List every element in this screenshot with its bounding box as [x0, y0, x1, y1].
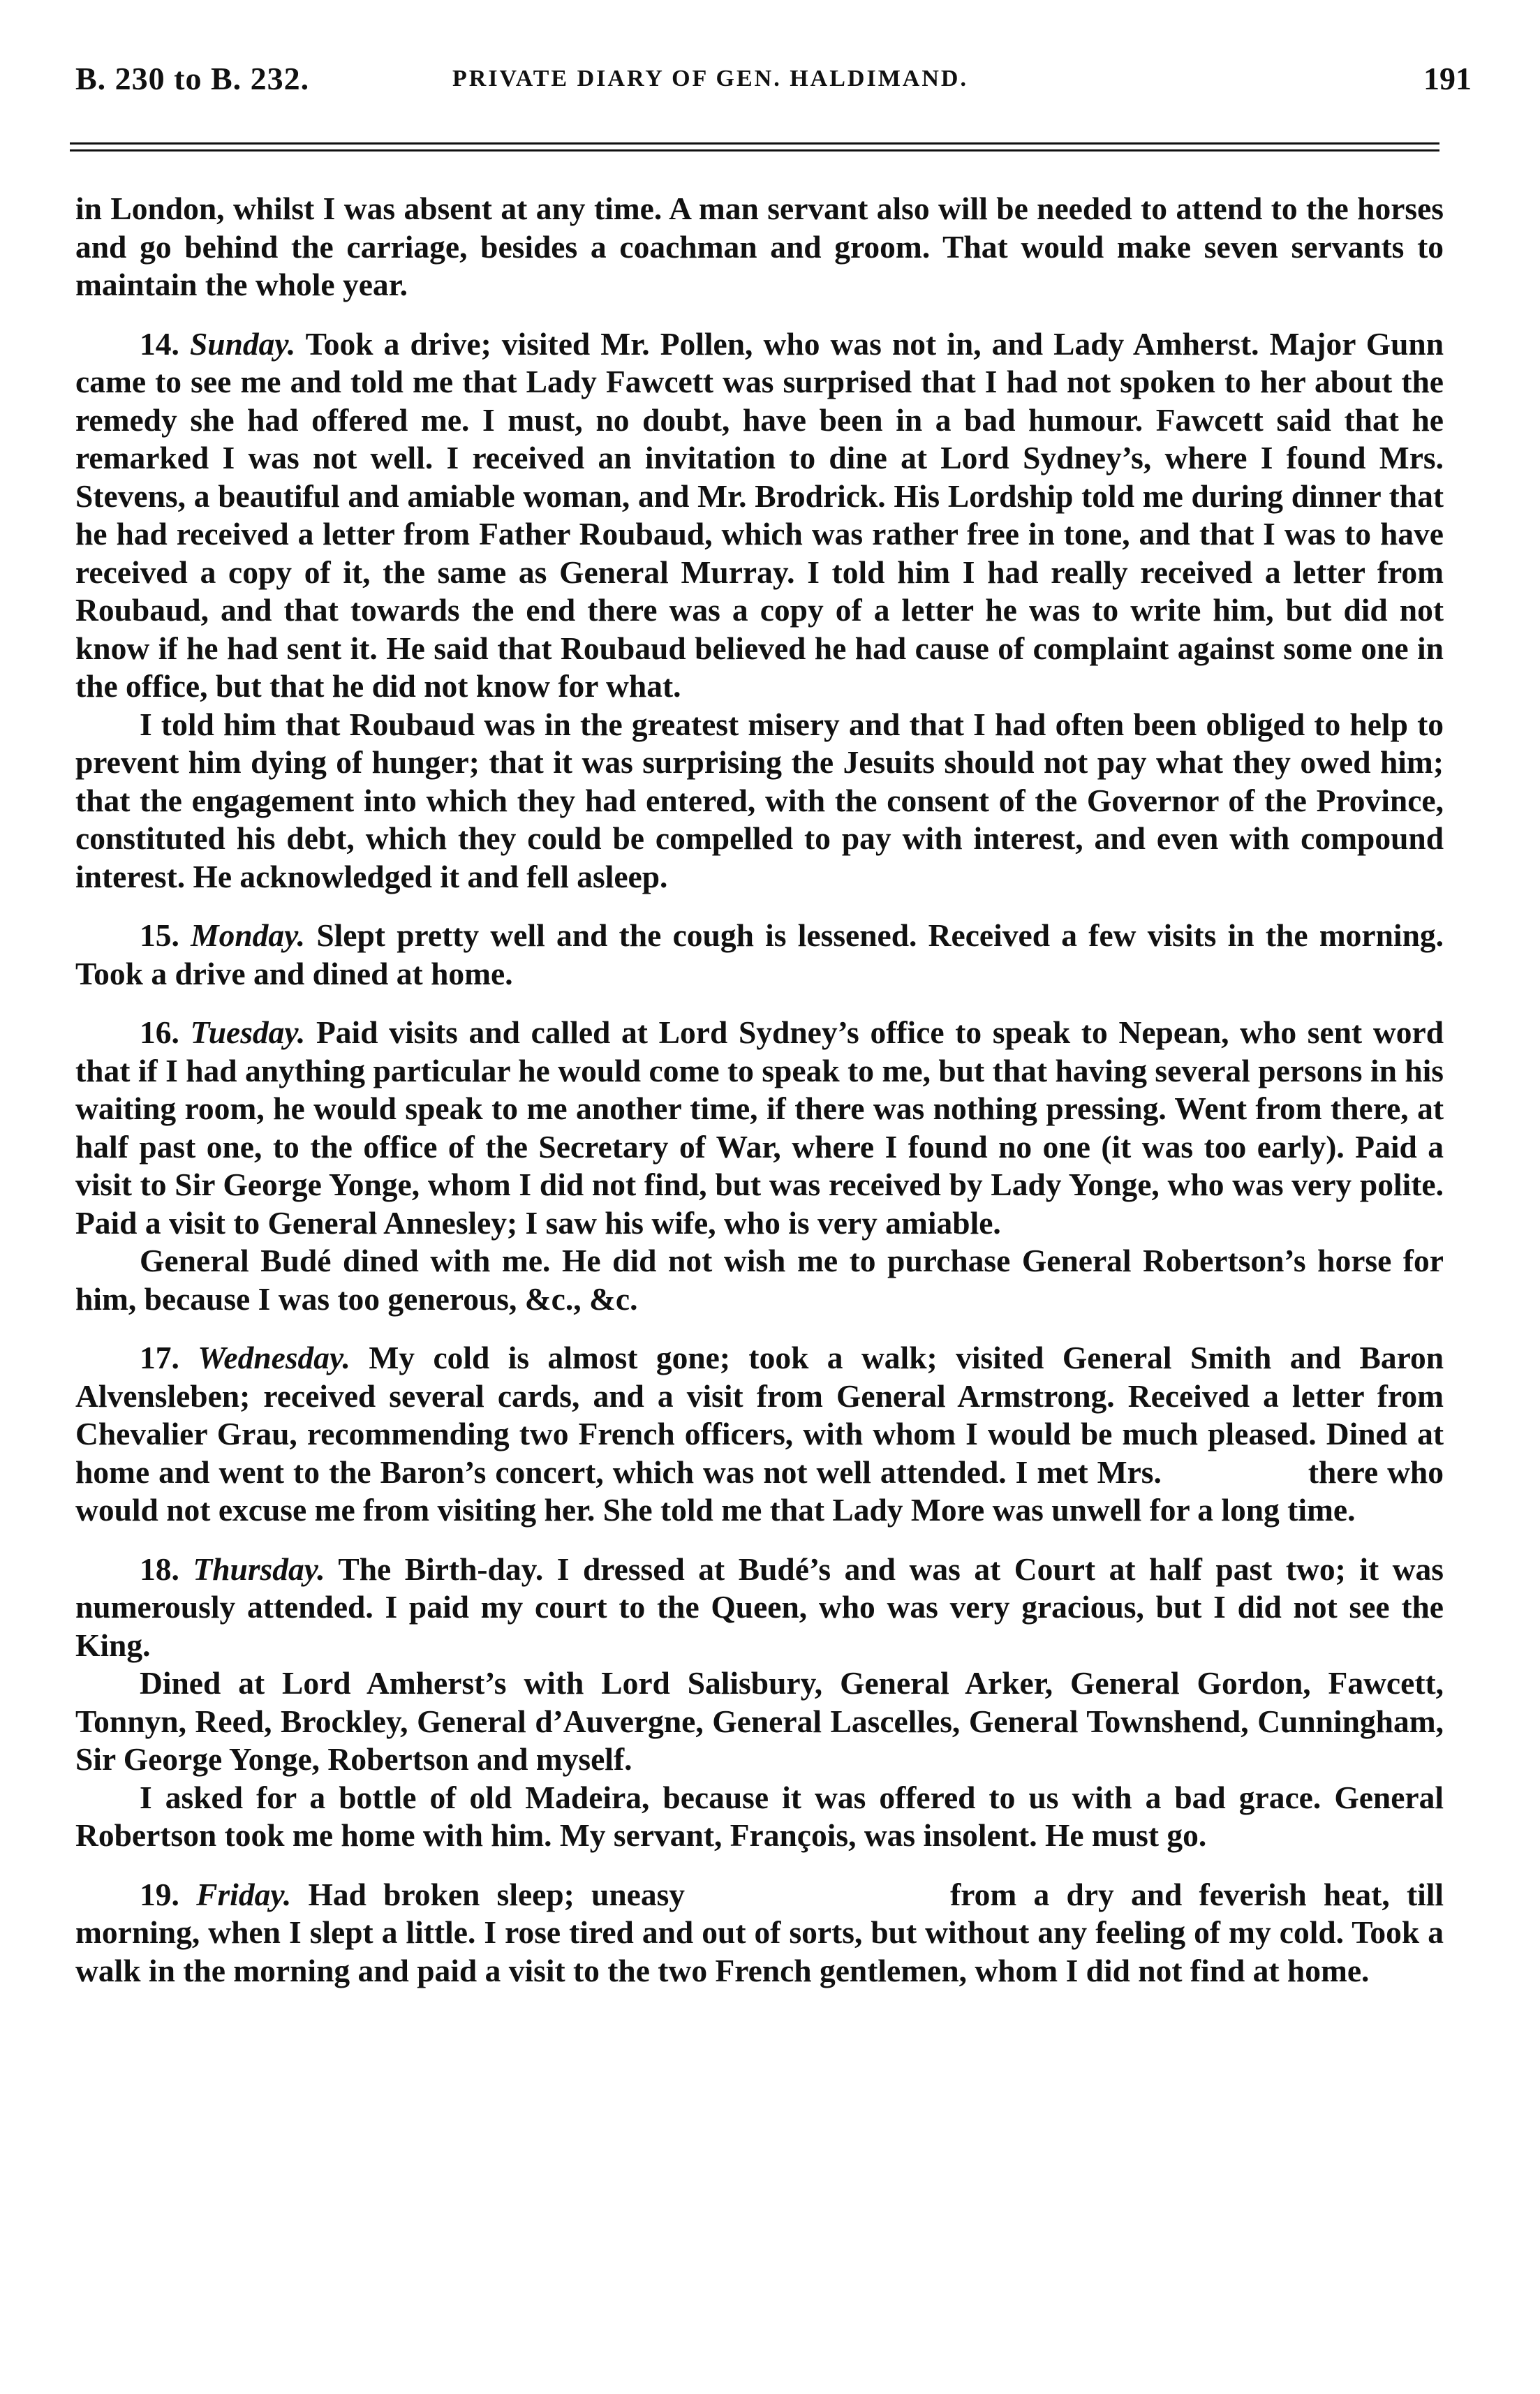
header-rule-bottom — [70, 149, 1439, 152]
entry-day: Friday. — [196, 1876, 292, 1912]
paragraph-text: Dined at Lord Amherst’s with Lord Salisbury, General Arker, General Gordon, Fawcett, Tonnyn, Reed, Brockley, General d’Auvergne, General Lascelles, General Townshend, Cunningham, Sir George Yonge, Robertson and myself. — [75, 1665, 1444, 1777]
page-number: 191 — [1423, 61, 1472, 96]
entry-day: Monday. — [191, 917, 306, 953]
entry-day: Sunday. — [189, 325, 296, 362]
paragraph-text: I told him that Roubaud was in the greatest misery and that I had often been obliged to help to prevent him dying of hunger; that it was surprising the Jesuits should not pay what they owed him; that the engagement into which they had entered, with the consent of the Governor of the Province, constituted his debt, which they could be compelled to pay with interest, and even with compound interest. He acknowledged it and fell asleep. — [75, 706, 1444, 894]
entry-17-wednesday — [75, 1339, 1444, 1530]
entry-16-tuesday — [75, 1014, 1444, 1242]
entry-14-sunday — [75, 325, 1444, 706]
entry-text-part-b: from a dry and feverish heat, till morning, when I slept a little. I rose tired and out of sorts, but without any feeling of my cold. Took a walk in the morning and paid a visit to the two French gentlemen, whom I did not find at home. — [75, 1876, 1444, 1988]
entry-day: Thursday. — [193, 1551, 325, 1587]
entry-day: Tuesday. — [190, 1014, 306, 1050]
entry-number: 19. — [140, 1876, 179, 1912]
entry-number: 15. — [140, 917, 179, 953]
entry-number: 18. — [140, 1551, 179, 1587]
running-header — [75, 60, 1472, 116]
entry-day: Wednesday. — [198, 1340, 350, 1375]
entry-text: Slept pretty well and the cough is lessened. Received a few visits in the morning. Took a drive and dined at home. — [75, 917, 1444, 991]
entry-text: Paid visits and called at Lord Sydney’s office to speak to Nepean, who sent word that if I had anything particular he would come to speak to me, but that having several persons in his waiting room, he would speak to me another time, if there was nothing pressing. Went from there, at half past one, to the office of the Secretary of War, where I found no one (it was too early). Paid a visit to Sir George Yonge, whom I did not find, but was received by Lady Yonge, who was very polite. Paid a visit to General Annesley; I saw his wife, who is very amiable. — [75, 1014, 1444, 1241]
entry-text-part-a: Had broken sleep; uneasy — [308, 1876, 686, 1912]
paragraph-dinner-guests — [75, 1664, 1444, 1779]
entry-text-part-b: there who would not excuse me from visiting her. She told me that Lady More was unwell for a long time. — [75, 1454, 1444, 1528]
paragraph-text: General Budé dined with me. He did not wish me to purchase General Robertson’s horse for him, because I was too generous, &c., &c. — [75, 1243, 1444, 1317]
entry-19-friday — [75, 1876, 1444, 1990]
running-title: PRIVATE DIARY OF GEN. HALDIMAND. — [452, 66, 968, 91]
header-rule-top — [70, 142, 1439, 145]
entry-18-thursday — [75, 1551, 1444, 1665]
entry-15-monday — [75, 917, 1444, 993]
paragraph-roubaud — [75, 706, 1444, 896]
paragraph-madeira — [75, 1779, 1444, 1855]
page-range: B. 230 to B. 232. — [75, 61, 310, 96]
entry-number: 14. — [140, 325, 179, 362]
entry-text-part-a: My cold is almost gone; took a walk; visited General Smith and Baron Alvensleben; received several cards, and a visit from General Armstrong. Received a letter from Chevalier Grau, recommending two French officers, with whom I would be much pleased. Dined at home and went to the Baron’s concert, which was not well attended. I met Mrs. — [75, 1340, 1444, 1490]
diary-body — [75, 190, 1444, 1990]
entry-text: Took a drive; visited Mr. Pollen, who was not in, and Lady Amherst. Major Gunn came to see me and told me that Lady Fawcett was surprised that I had not spoken to her about the remedy she had offered me. I must, no doubt, have been in a bad humour. Fawcett said that he remarked I was not well. I received an invitation to dine at Lord Sydney’s, where I found Mrs. Stevens, a beautiful and amiable woman, and Mr. Brodrick. His Lordship told me during dinner that he had received a letter from Father Roubaud, which was rather free in tone, and that I was to have received a copy of it, the same as General Murray. I told him I had really received a letter from Roubaud, and that towards the end there was a copy of a letter he was to write him, but did not know if he had sent it. He said that Roubaud believed he had cause of complaint against some one in the office, but that he did not know for what. — [75, 325, 1444, 704]
paragraph-continuation — [75, 190, 1444, 304]
paragraph-text: I asked for a bottle of old Madeira, because it was offered to us with a bad grace. General Robertson took me home with him. My servant, François, was insolent. He must go. — [75, 1779, 1444, 1853]
paragraph-general-bude — [75, 1242, 1444, 1318]
paragraph-text: in London, whilst I was absent at any time. A man servant also will be needed to attend to the horses and go behind the carriage, besides a coachman and groom. That would make seven servants to maintain the whole year. — [75, 191, 1444, 302]
entry-number: 17. — [140, 1340, 179, 1375]
entry-number: 16. — [140, 1014, 179, 1050]
entry-text: The Birth-day. I dressed at Budé’s and was at Court at half past two; it was numerously attended. I paid my court to the Queen, who was very gracious, but I did not see the King. — [75, 1551, 1444, 1663]
